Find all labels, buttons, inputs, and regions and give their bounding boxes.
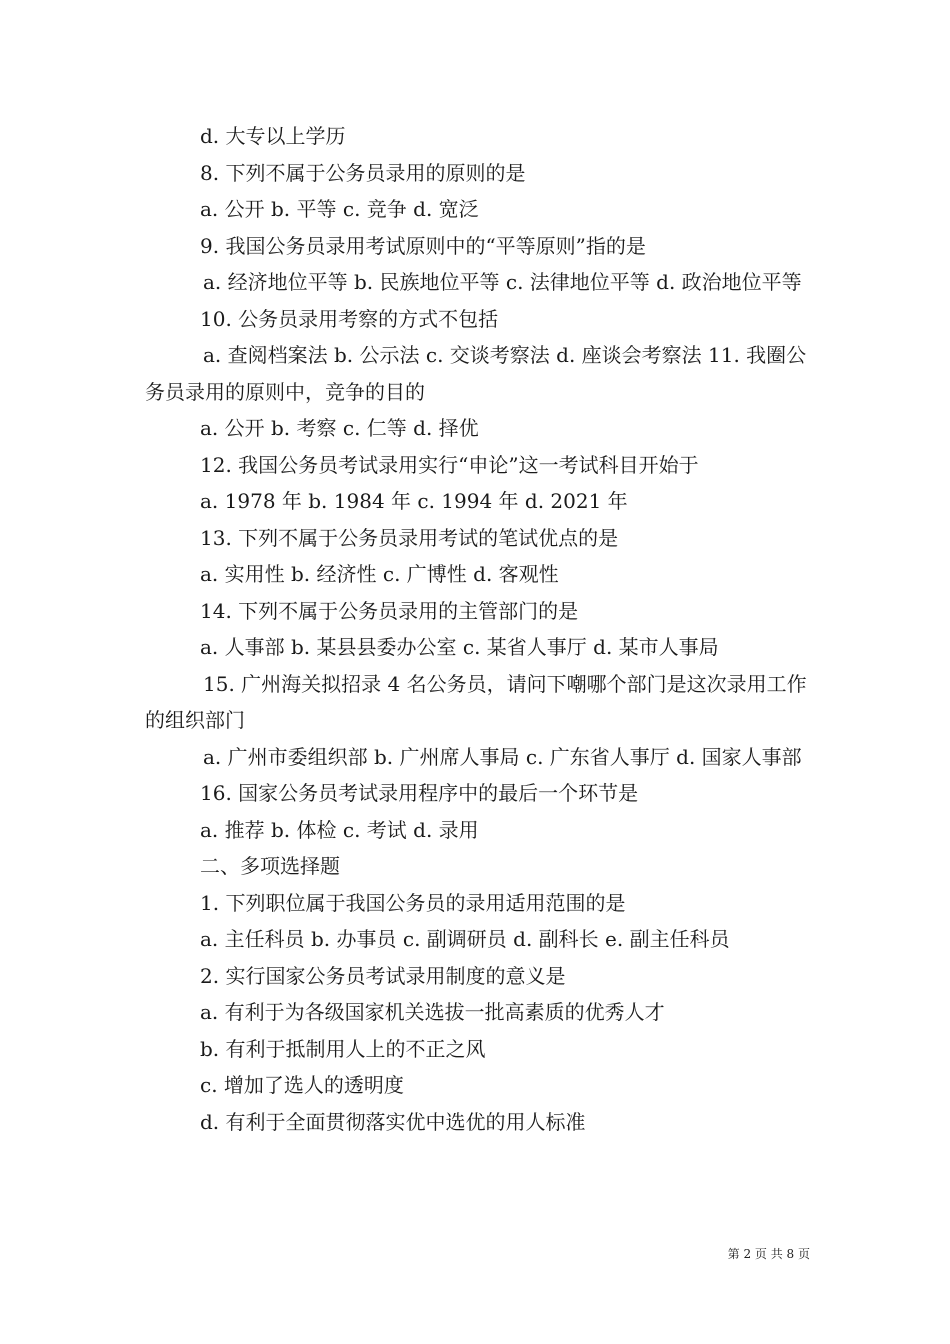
document-body	[145, 118, 810, 1140]
options-9: a. 经济地位平等 b. 民族地位平等 c. 法律地位平等 d. 政治地位平等	[203, 270, 802, 294]
options-12: a. 1978 年 b. 1984 年 c. 1994 年 d. 2021 年	[200, 489, 628, 513]
options-15: a. 广州市委组织部 b. 广州席人事局 c. 广东省人事厅 d. 国家人事部	[203, 744, 802, 769]
section-heading: 二、多项选择题	[200, 854, 340, 878]
question-16: 16. 国家公务员考试录用程序中的最后一个环节是	[200, 781, 639, 805]
question-10: 10. 公务员录用考察的方式不包括	[200, 306, 499, 331]
multi-option-2a: a. 有利于为各级国家机关选拔一批高素质的优秀人才	[200, 1000, 665, 1024]
multi-question-2: 2. 实行国家公务员考试录用制度的意义是	[200, 963, 566, 988]
question-9: 9. 我国公务员录用考试原则中的“平等原则”指的是	[200, 233, 646, 258]
multi-question-1: 1. 下列职位属于我国公务员的录用适用范围的是	[200, 890, 626, 915]
options-14: a. 人事部 b. 某县县委办公室 c. 某省人事厅 d. 某市人事局	[200, 635, 719, 659]
multi-option-2c: c. 增加了选人的透明度	[200, 1073, 404, 1097]
options-16: a. 推荐 b. 体检 c. 考试 d. 录用	[200, 817, 479, 842]
multi-option-2b: b. 有利于抵制用人上的不正之风	[200, 1036, 486, 1061]
multi-option-2d: d. 有利于全面贯彻落实优中选优的用人标准	[200, 1109, 586, 1134]
question-15: 15. 广州海关拟招录 4 名公务员，请问下嘲哪个部门是这次录用工作的组织部门	[145, 671, 807, 732]
page-number-footer: 第 2 页 共 8 页	[727, 1247, 810, 1261]
multi-options-1: a. 主任科员 b. 办事员 c. 副调研员 d. 副科长 e. 副主任科员	[200, 927, 730, 951]
text-line: d. 大专以上学历	[200, 124, 346, 148]
options-8: a. 公开 b. 平等 c. 竞争 d. 宽泛	[200, 197, 479, 221]
question-12: 12. 我国公务员考试录用实行“申论”这一考试科目开始于	[200, 452, 699, 477]
options-11: a. 公开 b. 考察 c. 仁等 d. 择优	[200, 416, 479, 440]
question-13: 13. 下列不属于公务员录用考试的笔试优点的是	[200, 525, 619, 550]
question-8: 8. 下列不属于公务员录用的原则的是	[200, 160, 526, 185]
question-14: 14. 下列不属于公务员录用的主管部门的是	[200, 598, 579, 623]
options-10-question-11: a. 查阅档案法 b. 公示法 c. 交谈考察法 d. 座谈会考察法 11. 我圈公务员录用的原则中，竞争的目的	[145, 343, 807, 404]
options-13: a. 实用性 b. 经济性 c. 广博性 d. 客观性	[200, 562, 559, 586]
